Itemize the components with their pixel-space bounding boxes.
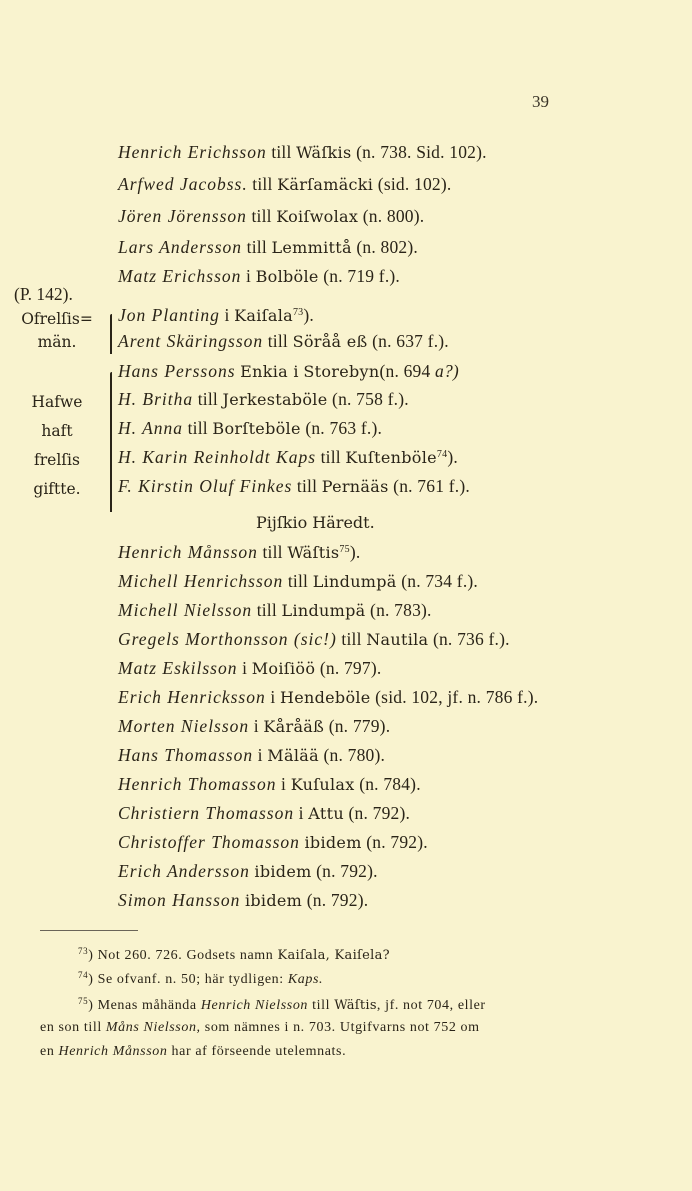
place-name: Bolböle	[255, 267, 319, 286]
place-name: Söråå eß	[292, 332, 368, 351]
person-name: Lars Andersson	[118, 237, 243, 257]
person-name: Jon Planting	[118, 305, 220, 325]
person-name: Henrich Thomasson	[118, 774, 277, 794]
entry-line	[118, 832, 428, 853]
place-name: Storebyn	[303, 362, 380, 381]
entry-line	[118, 542, 360, 563]
reference: (sid. 102).	[377, 174, 452, 194]
reference: (n. 738. Sid. 102).	[356, 142, 487, 162]
reference: (n. 779).	[328, 716, 391, 736]
relation: till	[287, 571, 309, 591]
reference: ).	[303, 305, 314, 325]
footnote-number: 74	[78, 970, 89, 980]
footnote-marker: 74	[436, 449, 448, 460]
reference: (n. 734 f.).	[401, 571, 478, 591]
footnote-rule	[40, 930, 138, 931]
reference: (n. 736 f.).	[432, 629, 510, 649]
person-name: Christoffer Thomasson	[118, 832, 300, 852]
reference: (n. 792).	[366, 832, 428, 852]
place-name: Kärſamäcki	[277, 175, 374, 194]
place-name: Kåråäß	[263, 717, 325, 736]
person-name: Arfwed Jacobss.	[118, 174, 248, 194]
entry-line	[118, 266, 400, 287]
person-name: Hans Perssons	[118, 361, 236, 381]
reference: ).	[447, 447, 458, 467]
footnote-text: har af förseende utelemnats.	[167, 1044, 347, 1059]
person-name: H. Karin Reinholdt Kaps	[118, 447, 317, 467]
person-name: Simon Hansson	[118, 890, 241, 910]
entry-line	[118, 600, 432, 621]
person-name: Michell Nielsson	[118, 600, 253, 620]
person-name: F. Kirstin Oluf Finkes	[118, 476, 293, 496]
reference: (n. 802).	[356, 237, 418, 257]
relation: till	[271, 142, 292, 162]
relation: i	[253, 716, 259, 736]
footnote-number: 73	[78, 946, 89, 956]
reference: (n. 761 f.).	[393, 476, 470, 496]
reference: (n. 719 f.).	[323, 266, 401, 286]
relation: till	[187, 418, 208, 438]
entry-line	[118, 658, 381, 679]
entry-line	[118, 803, 410, 824]
footnote-place: Wäſtis	[334, 998, 377, 1013]
place-name: Lindumpä	[312, 572, 397, 591]
entry-line	[118, 861, 378, 882]
footnote-text: ) Not 260. 726. Godsets namn	[88, 948, 278, 963]
person-name: H. Anna	[118, 418, 184, 438]
place-name: Pernääs	[321, 477, 389, 496]
relation: i	[257, 745, 263, 765]
person-name: H. Britha	[118, 389, 194, 409]
label-line: Hafwe	[31, 393, 83, 411]
entry-line	[118, 629, 510, 650]
person-name: Michell Henrichsson	[118, 571, 284, 591]
place-name: Jerkestaböle	[222, 390, 328, 409]
label-line: män.	[37, 333, 77, 351]
place-name: Hendeböle	[279, 688, 371, 707]
place-name: Kuſulax	[290, 775, 355, 794]
relation: till	[251, 206, 272, 226]
footnote-italic: Måns Nielsson,	[105, 1020, 201, 1035]
reference: (n. 784).	[359, 774, 421, 794]
entry-line	[118, 476, 470, 497]
label-line: frelſis	[34, 451, 80, 469]
reference: (sid. 102, jf. n. 786 f.).	[375, 687, 539, 707]
entry-line	[118, 571, 478, 592]
reference: (n. 792).	[316, 861, 378, 881]
person-name: Gregels Morthonsson (sic!)	[118, 629, 337, 649]
page-reference: (P. 142).	[14, 284, 73, 304]
entry-line	[118, 331, 449, 352]
footnote-italic: Kaps.	[287, 972, 324, 987]
place-name: ibidem	[244, 891, 303, 910]
group-label-women	[12, 388, 102, 504]
entry-line	[118, 716, 390, 737]
reference: ).	[349, 542, 361, 562]
place-name: Lindumpä	[281, 601, 366, 620]
person-name: Matz Eskilsson	[118, 658, 238, 678]
label-line: Ofrelſis=	[21, 310, 93, 328]
section-heading: Pijſkio Häredt.	[256, 513, 375, 532]
entry-line	[118, 890, 368, 911]
reference: (n. 783).	[370, 600, 432, 620]
place-name: Borſteböle	[212, 419, 301, 438]
relation: till	[197, 389, 218, 409]
footnote-number: 75	[78, 996, 89, 1006]
person-name: Erich Henricksson	[118, 687, 266, 707]
entry-line	[118, 237, 418, 258]
relation: i	[298, 803, 304, 823]
reference: (n. 780).	[323, 745, 386, 765]
entry-line	[118, 745, 385, 766]
footnote-text: ) Se ofvanf. n. 50; här tydligen:	[88, 972, 288, 987]
group-label-ofrelse	[12, 308, 102, 354]
reference-italic: a?)	[435, 361, 459, 381]
relation: till	[320, 447, 341, 467]
relation: till	[256, 600, 277, 620]
footnote-text: , jf. not 704, eller	[376, 998, 486, 1013]
relation: till	[252, 174, 273, 194]
reference: (n. 792).	[348, 803, 411, 823]
relation: i	[281, 774, 287, 794]
reference: (n. 637 f.).	[372, 331, 449, 351]
person-name: Erich Andersson	[118, 861, 250, 881]
reference: (n. 758 f.).	[332, 389, 409, 409]
place-name: Moiſiöö	[251, 659, 316, 678]
footnote-text: till	[308, 998, 335, 1013]
brace-women	[110, 372, 112, 512]
footnote-marker: 75	[339, 544, 350, 555]
place-name: Nautila	[366, 630, 429, 649]
footnote-italic: Henrich Månsson	[58, 1044, 168, 1059]
footnote-73	[78, 946, 390, 964]
place-name: ibidem	[254, 862, 312, 881]
footnote-italic: Henrich Nielsson	[200, 998, 309, 1013]
reference: (n. 797).	[319, 658, 382, 678]
place-name: ibidem	[304, 833, 362, 852]
relation: i	[242, 658, 248, 678]
reference: (n. 792).	[306, 890, 369, 910]
place-name: Kaiſala	[234, 306, 293, 325]
reference: (n. 763 f.).	[305, 418, 383, 438]
page-number: 39	[532, 92, 549, 111]
footnote-75-line3	[40, 1044, 346, 1060]
place-name: Mälää	[267, 746, 319, 765]
label-line: haft	[41, 422, 73, 440]
entry-line	[118, 361, 459, 382]
person-name: Henrich Månsson	[118, 542, 258, 562]
relation: i	[224, 305, 230, 325]
entry-line	[118, 447, 458, 468]
relation: till	[246, 237, 267, 257]
footnote-text: en	[40, 1044, 59, 1059]
relation: Enkia i	[240, 362, 299, 381]
footnote-text: ) Menas måhända	[88, 998, 201, 1013]
footnote-text: en son till	[40, 1020, 106, 1035]
entry-line	[118, 305, 314, 326]
place-name: Wäſtis	[287, 543, 340, 562]
entry-line	[118, 142, 487, 163]
person-name: Hans Thomasson	[118, 745, 254, 765]
entry-line	[118, 687, 538, 708]
relation: till	[267, 331, 288, 351]
place-name: Kuſtenböle	[345, 448, 437, 467]
person-name: Jören Jörensson	[118, 206, 247, 226]
place-name: Attu	[308, 804, 344, 823]
footnote-75-line2	[40, 1020, 480, 1036]
footnote-74	[78, 970, 323, 988]
relation: till	[341, 629, 362, 649]
person-name: Matz Erichsson	[118, 266, 242, 286]
place-name: Koiſwolax	[276, 207, 359, 226]
footnote-75	[78, 996, 486, 1014]
place-name: Wäſkis	[296, 143, 352, 162]
relation: till	[296, 476, 318, 496]
relation: till	[262, 542, 283, 562]
reference: (n. 694	[379, 361, 436, 381]
relation: i	[245, 266, 252, 286]
reference: (n. 800).	[362, 206, 425, 226]
place-name: Lemmittå	[271, 238, 352, 257]
entry-line	[118, 389, 409, 410]
brace-ofrelse	[110, 314, 112, 354]
person-name: Morten Nielsson	[118, 716, 250, 736]
entry-line	[118, 774, 421, 795]
footnote-text: som nämnes i n. 703. Utgifvarns not 752 om	[200, 1020, 480, 1035]
footnote-place: Kaiſala, Kaiſela?	[277, 948, 390, 963]
label-line: giftte.	[33, 480, 81, 498]
entry-line	[118, 174, 451, 195]
footnote-marker: 73	[292, 307, 304, 318]
entry-line	[118, 418, 382, 439]
person-name: Christiern Thomasson	[118, 803, 295, 823]
person-name: Arent Skäringsson	[118, 331, 264, 351]
entry-line	[118, 206, 424, 227]
person-name: Henrich Erichsson	[118, 142, 267, 162]
relation: i	[270, 687, 276, 707]
